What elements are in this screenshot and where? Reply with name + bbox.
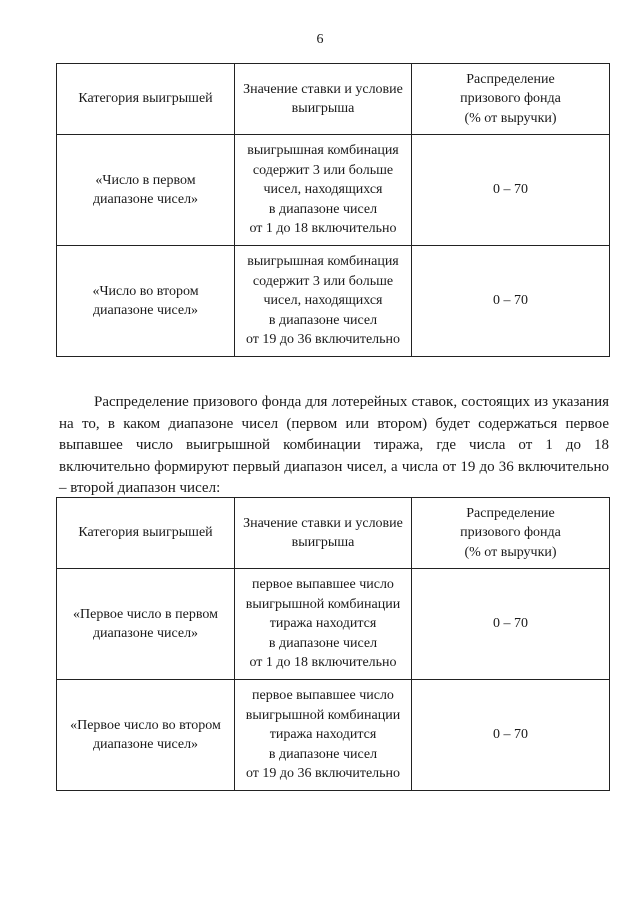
header-category-text: Категория выигрышей — [78, 525, 213, 541]
condition-line: от 19 до 36 включительно — [245, 332, 401, 348]
body-paragraph: Распределение призового фонда для лотерейных ставок, состоящих из указания на то, в каком диапазоне чисел (первом или втором) будет содержаться первое выпавшее число выигрышной комбинации тиража, где числа от 1 до 18 включительно формируют первый диапазон чисел, а числа от 19 до 36 включительно – второй диапазон чисел: — [59, 394, 609, 496]
header-condition-line: выигрыша — [291, 101, 355, 116]
prize-table-first — [56, 63, 610, 357]
table-row — [57, 135, 610, 246]
category-line: диапазоне чисел» — [92, 737, 199, 752]
condition-line: от 19 до 36 включительно — [245, 766, 401, 782]
header-distribution-line: (% от выручки) — [464, 110, 557, 126]
table-row — [57, 680, 610, 791]
distribution-value: 0 – 70 — [493, 293, 528, 309]
condition-line: в диапазоне чисел — [268, 312, 378, 328]
condition-line: содержит 3 или больше — [252, 273, 394, 289]
category-line: диапазоне чисел» — [92, 303, 199, 318]
condition-line: в диапазоне чисел — [268, 746, 378, 762]
table-header-row — [57, 64, 610, 135]
condition-line: от 1 до 18 включительно — [249, 655, 397, 671]
header-category — [57, 64, 235, 135]
header-condition-line: выигрыша — [291, 535, 355, 550]
header-condition-line: Значение ставки и условие — [243, 81, 403, 97]
cell-distribution — [412, 569, 610, 680]
condition-line: тиража находится — [269, 616, 377, 632]
page-number: 6 — [316, 32, 324, 47]
header-distribution-line: Распределение — [466, 71, 555, 87]
condition-line: чисел, находящихся — [263, 182, 383, 198]
header-condition — [235, 64, 412, 135]
category-line: «Первое число в первом — [73, 606, 218, 622]
header-condition — [235, 498, 412, 569]
header-distribution-line: призового фонда — [460, 91, 561, 107]
condition-line: выигрышная комбинация — [247, 143, 399, 159]
distribution-value: 0 – 70 — [493, 727, 528, 743]
prize-table-second — [56, 497, 610, 791]
condition-line: выигрышной комбинации — [245, 707, 401, 723]
condition-line: в диапазоне чисел — [268, 635, 378, 651]
category-line: диапазоне чисел» — [92, 626, 199, 641]
category-line: диапазоне чисел» — [92, 192, 199, 207]
table-row — [57, 246, 610, 357]
condition-line: выигрышная комбинация — [247, 254, 399, 270]
cell-category — [57, 246, 235, 357]
category-line: «Первое число во втором — [70, 717, 221, 733]
condition-line: от 1 до 18 включительно — [249, 221, 397, 237]
header-condition-line: Значение ставки и условие — [243, 515, 403, 531]
condition-line: тиража находится — [269, 727, 377, 743]
header-category-text: Категория выигрышей — [78, 91, 213, 107]
table-row — [57, 569, 610, 680]
header-distribution-line: (% от выручки) — [464, 544, 557, 560]
condition-line: в диапазоне чисел — [268, 201, 378, 217]
header-distribution-line: Распределение — [466, 505, 555, 521]
category-line: «Число в первом — [95, 172, 196, 188]
cell-condition — [235, 680, 412, 791]
condition-line: первое выпавшее число — [252, 688, 394, 704]
header-category — [57, 498, 235, 569]
category-line: «Число во втором — [92, 283, 199, 299]
cell-category — [57, 680, 235, 791]
cell-distribution — [412, 246, 610, 357]
table-header-row — [57, 498, 610, 569]
condition-line: первое выпавшее число — [252, 577, 394, 593]
header-distribution-line: призового фонда — [460, 525, 561, 541]
cell-category — [57, 569, 235, 680]
distribution-value: 0 – 70 — [493, 616, 528, 632]
condition-line: содержит 3 или больше — [252, 162, 394, 178]
header-distribution — [412, 498, 610, 569]
cell-category — [57, 135, 235, 246]
condition-line: выигрышной комбинации — [245, 596, 401, 612]
condition-line: чисел, находящихся — [263, 293, 383, 309]
cell-distribution — [412, 135, 610, 246]
distribution-value: 0 – 70 — [493, 182, 528, 198]
cell-condition — [235, 246, 412, 357]
cell-distribution — [412, 680, 610, 791]
header-distribution — [412, 64, 610, 135]
cell-condition — [235, 135, 412, 246]
cell-condition — [235, 569, 412, 680]
